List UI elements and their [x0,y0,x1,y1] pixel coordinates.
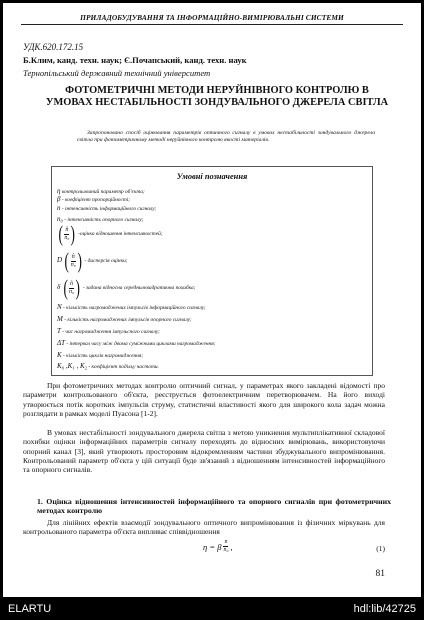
symbols-box [51,166,373,376]
symbol-item: β - коефіцієнт пропорційності; [57,195,131,203]
authors: Б.Клим, канд. техн. наук; Є.Почапський, канд. техн. наук [23,55,247,65]
symbol-item: n₀ - інтенсивність опорного сигналу; [57,215,144,223]
footer-bar [0,600,424,620]
symbol-item: n - інтенсивність інформаційного сигналу; [57,204,157,212]
page-number: 81 [375,569,385,579]
symbol-item: N - кількість нагромаджених імпульсів інформаційного сигналу; [57,303,206,311]
symbol-item: K₀ ,K₁ , K₂ - коефіцієнт подільу частоти. [57,362,159,370]
equation-number: (1) [376,544,385,553]
affiliation: Тернопільський державний технічний університет [23,68,211,78]
symbol-item: D ( n̂ n₀ ) - дисперсія оцінки; [57,248,128,273]
ratio-fraction: ( n̂ n₀ ) [58,221,76,246]
section-heading: 1. Оцінка відношення інтенсивностей інформаційного та опорного сигналів при фотометричних методах контролю [37,497,391,516]
symbol-item: ΔT - інтервал часу між двома суміжними циклами нагромадження; [57,339,216,347]
symbol-item: δ ( n̂ n₀ ) - задана відносна середньоквадратична похибка; [57,275,196,300]
abstract: Запропоновано спосіб оцінювання параметрів оптичного сигналу в умовах нестабільності зондувального джерела світла при фотометричному методі неруйнівного контролю якості матеріалів. [77,130,375,144]
symbol-item: K - кількість циклів нагромадження; [57,351,144,359]
symbols-title: Умовні позначення [176,172,248,181]
body-paragraph: При фотометричних методах контролю оптичний сигнал, у параметрах якого закладені відомості про параметри контрольованого об'єкта, реєструється фотоелектричним перетворювачем. На його виході утворюється потік коротких імпульсів струму, статистичні властивості якого для широкого кола задач можна розглядати в рамках моделі Пуасона [1-2]. [23,381,385,418]
repository-label: ELARTU [8,603,52,615]
document-page [3,3,421,597]
body-paragraph: В умовах нестабільності зондувального джерела світла з метою уникнення мультиплікативної складової похибки оцінки інформаційних параметрів сигналу переходять до відносних вимірювань, використовуючи опорний канал [3], який утворюють просторовим відокремленням частини збуджувального випромінювання. Контрольований параметр об'єкта у цій ситуації буде зв'язаний з відношенням інтенсивностей інформаційного та опорного сигналів. [23,428,385,475]
handle-id: hdl:lib/42725 [353,603,416,615]
body-paragraph: Для лінійних ефектів взаємодії зондувального оптичного випромінювання із фізичних міркувань для контрольованого параметра об'єкта випливає співвідношення [23,518,385,537]
paper-title: ФОТОМЕТРИЧНІ МЕТОДИ НЕРУЙНІВНОГО КОНТРОЛЮ В УМОВАХ НЕСТАБІЛЬНОСТІ ЗОНДУВАЛЬНОГО ДЖЕРЕЛА СВІТЛА [45,85,389,108]
udk-code: УДК.620.172.15 [23,42,84,52]
header-rule [21,24,403,25]
equation: η = β n n₀ , [203,539,233,553]
symbol-item: ( n̂ n₀ ) -оцінка відношення інтенсивностей; [58,221,163,246]
symbol-item: T - час нагромадження імпульсного сигналу; [57,327,160,335]
symbol-item: η контрольований параметр об'єкта; [57,187,145,195]
symbol-item: M - кількість нагромаджених імпульсів опорного сигналу; [57,315,192,323]
journal-header: ПРИЛАДОБУДУВАННЯ ТА ІНФОРМАЦІЙНО-ВИМІРЮВАЛЬНІ СИСТЕМИ [80,13,344,22]
